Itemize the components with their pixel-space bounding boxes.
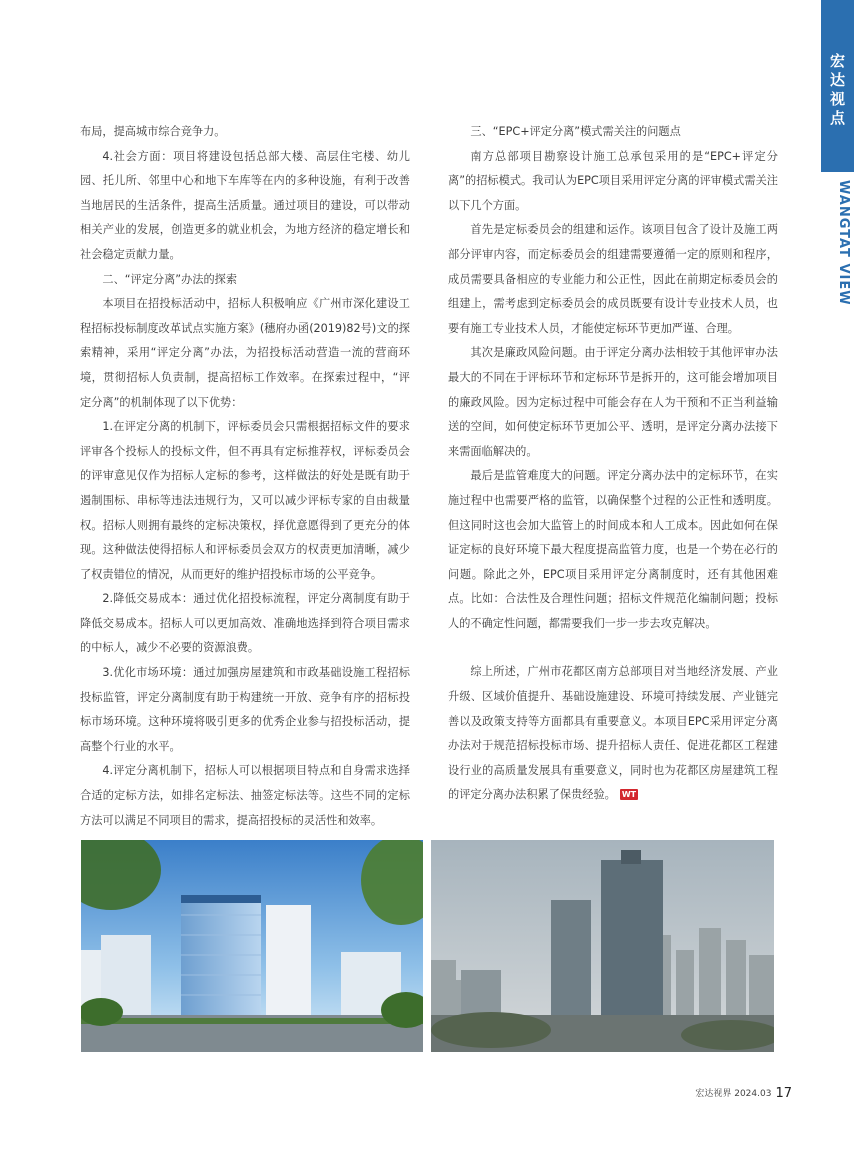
paragraph (448, 660, 778, 808)
paragraph-text: 南方总部项目勘察设计施工总承包采用的是“EPC+评定分离”的招标模式。我司认为EPC项目采用评定分离的评审模式需关注以下几个方面。 (448, 149, 778, 212)
paragraph-text: 3.优化市场环境：通过加强房屋建筑和市政基础设施工程招标投标监管，评定分离制度有助于构建统一开放、竞争有序的招标投标市场环境。这种环境将吸引更多的优秀企业参与招投标活动，提高整个行业的水平。 (80, 666, 410, 753)
wt-logo-icon: WT (621, 790, 637, 800)
paragraph (80, 587, 410, 661)
paragraph-text: 4.评定分离机制下，招标人可以根据项目特点和自身需求选择合适的定标方法，如排名定标法、抽签定标法等。这些不同的定标方法可以满足不同项目的需求，提高招投标的灵活性和效率。 (80, 764, 410, 827)
article-column-right (448, 120, 778, 808)
paragraph (448, 464, 778, 636)
article-column-left (80, 120, 410, 833)
paragraph-text: 布局，提高城市综合竞争力。 (80, 125, 226, 138)
section-char: 点 (829, 109, 845, 127)
page-footer (695, 1086, 792, 1101)
paragraph (448, 341, 778, 464)
paragraph-text: 三、“EPC+评定分离”模式需关注的问题点 (470, 125, 681, 138)
page-number: 17 (775, 1086, 792, 1101)
paragraph (80, 120, 410, 145)
section-char: 达 (829, 71, 845, 89)
paragraph-text: 首先是定标委员会的组建和运作。该项目包含了设计及施工两部分评审内容，而定标委员会的组建需要遵循一定的原则和程序，成员需要具备相应的专业能力和公正性，因此在前期定标委员会的组建上，需考虑到定标委员会的成员既要有设计专业技术人员，也要有施工专业技术人员，才能使定标环节更加严谨、合理。 (448, 223, 778, 335)
section-english-label: WANGTAT VIEW (836, 180, 851, 306)
paragraph-text: 1.在评定分离的机制下，评标委员会只需根据招标文件的要求评审各个投标人的投标文件，但不再具有定标推荐权，评标委员会的评审意见仅作为招标人定标的参考，这样做法的好处是既有助于遏制围标、串标等违法违规行为，又可以减少评标专家的自由裁量权。招标人则拥有最终的定标决策权，择优意愿得到了更充分的体现。这种做法使得招标人和评标委员会双方的权责更加清晰，减少了权责错位的情况，从而更好的维护招投标市场的公平竞争。 (80, 420, 410, 581)
building-rendering-photo (81, 840, 423, 1052)
section-char: 宏 (829, 52, 845, 70)
paragraph (448, 218, 778, 341)
paragraph (80, 292, 410, 415)
paragraph-text: 本项目在招投标活动中，招标人积极响应《广州市深化建设工程招标投标制度改革试点实施方案》(穗府办函(2019)82号)文的探索精神，采用“评定分离”办法，为招投标活动营造一流的营商环境，贯彻招标人负责制，提高招标工作效率。在探索过程中，“评定分离”的机制体现了以下优势： (80, 297, 410, 409)
paragraph (80, 415, 410, 587)
city-skyline-photo (431, 840, 774, 1052)
footer-magazine: 宏达视界 2024.03 (695, 1089, 772, 1099)
paragraph (448, 145, 778, 219)
section-heading (448, 120, 778, 145)
paragraph-text: 2.降低交易成本：通过优化招投标流程，评定分离制度有助于降低交易成本。招标人可以更加高效、准确地选择到符合项目需求的中标人，减少不必要的资源浪费。 (80, 592, 410, 655)
paragraph-text: 最后是监管难度大的问题。评定分离办法中的定标环节，在实施过程中也需要严格的监管，以确保整个过程的公正性和透明度。但这同时这也会加大监管上的时间成本和人工成本。因此如何在保证定标的良好环境下最大程度提高监管力度，也是一个势在必行的问题。除此之外，EPC项目采用评定分离制度时，还有其他困难点。比如：合法性及合理性问题；招标文件规范化编制问题；投标人的不确定性问题，都需要我们一步一步去攻克解决。 (448, 469, 778, 630)
paragraph (80, 661, 410, 759)
tower-rendering-image (81, 840, 423, 1052)
skyline-image (431, 840, 774, 1052)
section-tab-label (821, 52, 854, 128)
paragraph-spacer (448, 636, 778, 660)
paragraph (80, 759, 410, 833)
paragraph (80, 145, 410, 268)
paragraph-text: 综上所述，广州市花都区南方总部项目对当地经济发展、产业升级、区域价值提升、基础设施建设、环境可持续发展、产业链完善以及政策支持等方面都具有重要意义。本项目EPC采用评定分离办法对于规范招标投标市场、提升招标人责任、促进花都区工程建设行业的高质量发展具有重要意义，同时也为花都区房屋建筑工程的评定分离办法积累了保贵经验。 (448, 665, 778, 802)
paragraph-text: 其次是廉政风险问题。由于评定分离办法相较于其他评审办法最大的不同在于评标环节和定标环节是拆开的，这可能会增加项目的廉政风险。因为定标过程中可能会存在人为干预和不正当利益输送的空间，如何使定标环节更加公平、透明，是评定分离办法接下来需面临解决的。 (448, 346, 778, 458)
section-heading (80, 268, 410, 293)
section-tab (821, 0, 854, 172)
paragraph-text: 4.社会方面：项目将建设包括总部大楼、高层住宅楼、幼儿园、托儿所、邻里中心和地下车库等在内的多种设施，有利于改善当地居民的生活条件，提高生活质量。通过项目的建设，可以带动相关产业的发展，创造更多的就业机会，为地方经济的稳定增长和社会稳定贡献力量。 (80, 149, 410, 261)
section-char: 视 (829, 90, 845, 108)
paragraph-text: 二、“评定分离”办法的探索 (102, 272, 238, 286)
